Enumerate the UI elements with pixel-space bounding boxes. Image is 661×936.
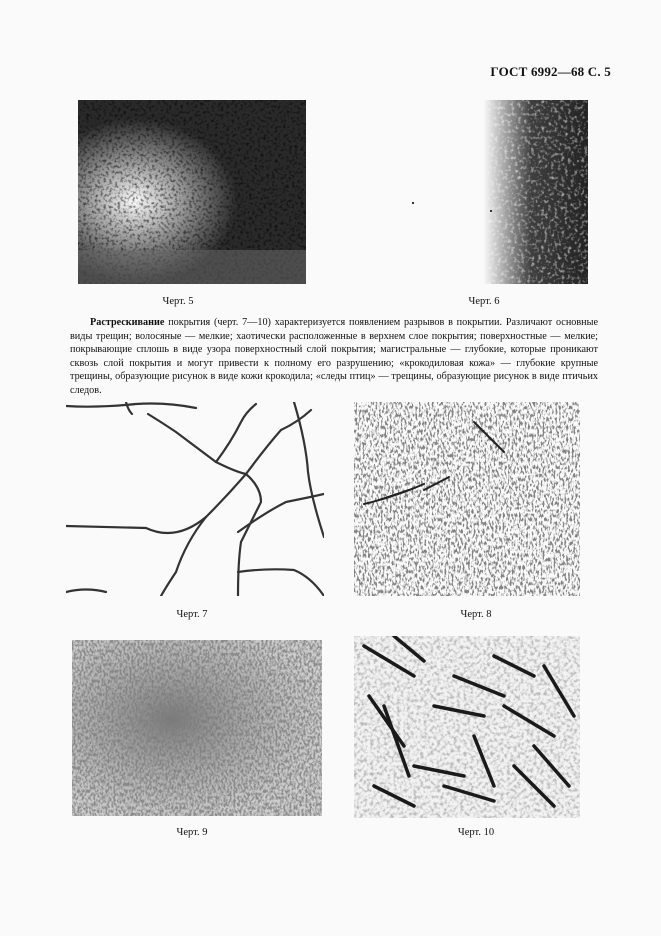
figure-9-image bbox=[72, 640, 322, 816]
figure-9-caption: Черт. 9 bbox=[176, 827, 208, 838]
page-header: ГОСТ 6992—68 С. 5 bbox=[490, 64, 611, 79]
figure-7-image bbox=[66, 402, 324, 596]
figure-5-caption: Черт. 5 bbox=[162, 296, 194, 307]
figure-10-caption: Черт. 10 bbox=[457, 827, 495, 838]
figure-10-image bbox=[354, 636, 580, 818]
figure-7-caption: Черт. 7 bbox=[176, 609, 208, 620]
paragraph-text: покрытия (черт. 7—10) характеризуется появлением разрывов в покрытии. Различают основные виды трещин; волосяные — мелкие; хаотически расположенные в верхнем слое покрытия; поверхностные — мелкие; покрывающие сплошь в виде узора поверхностный слой покрытия; магистральные — глубокие, которые проникают сквозь слой покрытия и могут привести к полному его разрушению; «крокодиловая кожа» — глубокие крупные трещины, образующие рисунок в виде кожи крокодила; «следы птиц» — трещины, образующие рисунок в виде птичьих следов. bbox=[70, 317, 598, 396]
figure-8-caption: Черт. 8 bbox=[460, 609, 492, 620]
figure-6-caption: Черт. 6 bbox=[468, 296, 500, 307]
body-paragraph bbox=[70, 316, 598, 397]
figure-5-image bbox=[78, 100, 306, 284]
figure-8-image bbox=[354, 402, 580, 596]
term-bold: Растрескивание bbox=[90, 317, 165, 328]
figure-6-image bbox=[398, 100, 588, 284]
